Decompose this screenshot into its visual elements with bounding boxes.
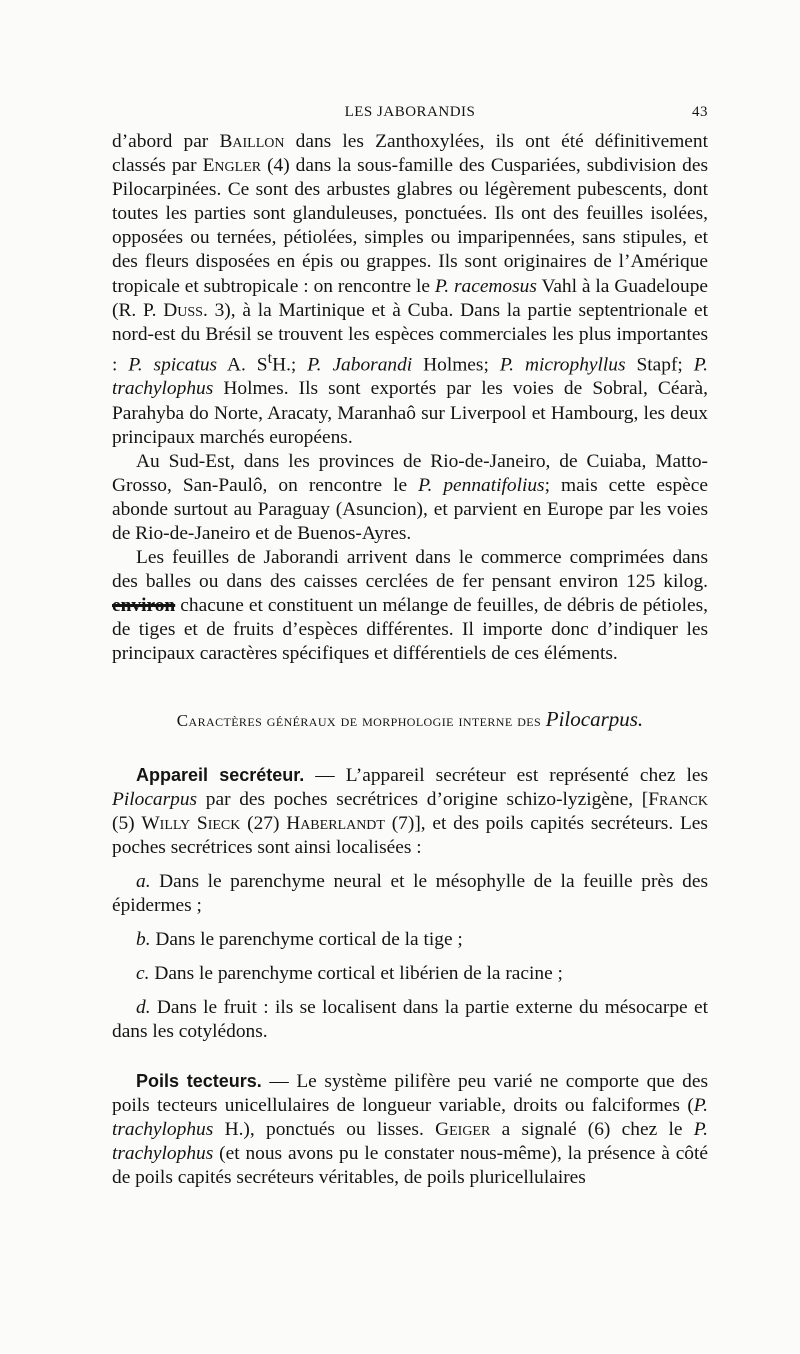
author-name: Willy Sieck <box>141 812 241 834</box>
section-heading: Caractères généraux de morphologie interne des Pilocarpus. <box>176 706 644 731</box>
genus-name: Pilocarpus <box>112 788 198 810</box>
list-letter: d. <box>136 997 151 1019</box>
species-name: P. trachylophus <box>112 354 708 400</box>
author-name: Duss <box>163 299 203 321</box>
list-item: c. Dans le parenchyme cortical et libérien de la racine ; <box>136 963 563 985</box>
list-letter: c. <box>136 963 150 985</box>
species-name: P. trachylophus <box>112 1118 708 1164</box>
author-name: Baillon <box>219 131 285 152</box>
paragraph-pilocarpus-classification: d’abord par Baillon dans les Zanthoxylées, ils ont été définitivement classés par Engler (4) dans la sous-famille des Cuspariées, subdivision des Pilocarpinées. Ce sont des arbustes glabres ou légèrement pubescents, dont toutes les parties sont glanduleuses, ponctuées. Ils ont des feuilles isolées, opposées ou ternées, pétiolées, simples ou imparipennées, sans stipules, et des fleurs disposées en épis ou grappes. Ils sont originaires de l’Amérique tropicale et subtropicale : on rencontre le P. racemosus Vahl à la Guadeloupe (R. P. Duss. 3), à la Martinique et à Cuba. Dans la partie septentrionale et nord-est du Brésil se trouvent les espèces commerciales les plus importantes : P. spicatus A. $S^tH$.; P. Jaborandi Holmes; P. microphyllus Stapf; P. trachylophus Holmes. Ils sont exportés par les voies de Sobral, Céarà, Parahyba do Norte, Aracaty, Maranhaô sur Liverpool et Hambourg, les deux principaux marchés européens. <box>112 131 708 448</box>
page-number: 43 <box>692 104 708 120</box>
genus-name: Pilocarpus. <box>545 706 644 731</box>
list-item: d. Dans le fruit : ils se localisent dans la partie externe du mésocarpe et dans les cotylédons. <box>112 997 708 1043</box>
paragraph-secretory-apparatus: Appareil secréteur. — L’appareil secréteur est représenté chez les Pilocarpus par des poches secrétrices d’origine schizo-lyzigène, [Franck (5) Willy Sieck (27) Haberlandt (7)], et des poils capités secréteurs. Les poches secrétrices sont ainsi localisées : <box>112 764 708 858</box>
species-name: P. trachylophus <box>112 1094 708 1140</box>
list-item: a. Dans le parenchyme neural et le mésophylle de la feuille près des épidermes ; <box>112 871 708 917</box>
page-body <box>112 130 708 1190</box>
list-letter: b. <box>136 929 151 951</box>
struck-word: environ <box>112 595 176 617</box>
paragraph-commerce: Les feuilles de Jaborandi arrivent dans le commerce comprimées dans des balles ou dans des caisses cerclées de fer pensant environ 125 kilog. environ chacune et constituent un mélange de feuilles, de débris de pétioles, de tiges et de fruits d’espèces différentes. Il importe donc d’indiquer les principaux caractères spécifiques et différentiels de ces éléments. <box>112 547 708 665</box>
paragraph-covering-hairs: Poils tecteurs. — Le système pilifère peu varié ne comporte que des poils tecteurs unicellulaires de longueur variable, droits ou falciformes (P. trachylophus H.), ponctués ou lisses. Geiger a signalé (6) chez le P. trachylophus (et nous avons pu le constater nous-même), la présence à côté de poils capités secréteurs véritables, de poils pluricellulaires <box>112 1070 708 1188</box>
species-name: P. microphyllus <box>499 354 626 376</box>
author-name: Engler <box>202 155 262 177</box>
species-name: P. spicatus <box>128 354 218 376</box>
paragraph-south-east-provinces: Au Sud-Est, dans les provinces de Rio-de-Janeiro, de Cuiaba, Matto-Grosso, San-Paulô, on rencontre le P. pennatifolius; mais cette espèce abonde surtout au Paraguay (Asuncion), et parvient en Europe par les voies de Rio-de-Janeiro et de Buenos-Ayres. <box>112 450 708 544</box>
paragraph-lead: Appareil secréteur. <box>136 764 305 785</box>
running-header <box>112 104 708 126</box>
author-name: Franck <box>648 788 708 810</box>
species-name: P. racemosus <box>434 275 537 297</box>
author-name: Geiger <box>435 1118 491 1140</box>
author-name: Haberlandt <box>286 812 385 834</box>
species-name: P. pennatifolius <box>418 474 545 496</box>
species-name: P. Jaborandi <box>307 354 413 376</box>
running-title: LES JABORANDIS <box>344 104 476 120</box>
list-item: b. Dans le parenchyme cortical de la tige ; <box>136 929 463 951</box>
paragraph-lead: Poils tecteurs. <box>136 1070 262 1091</box>
list-letter: a. <box>136 871 151 892</box>
